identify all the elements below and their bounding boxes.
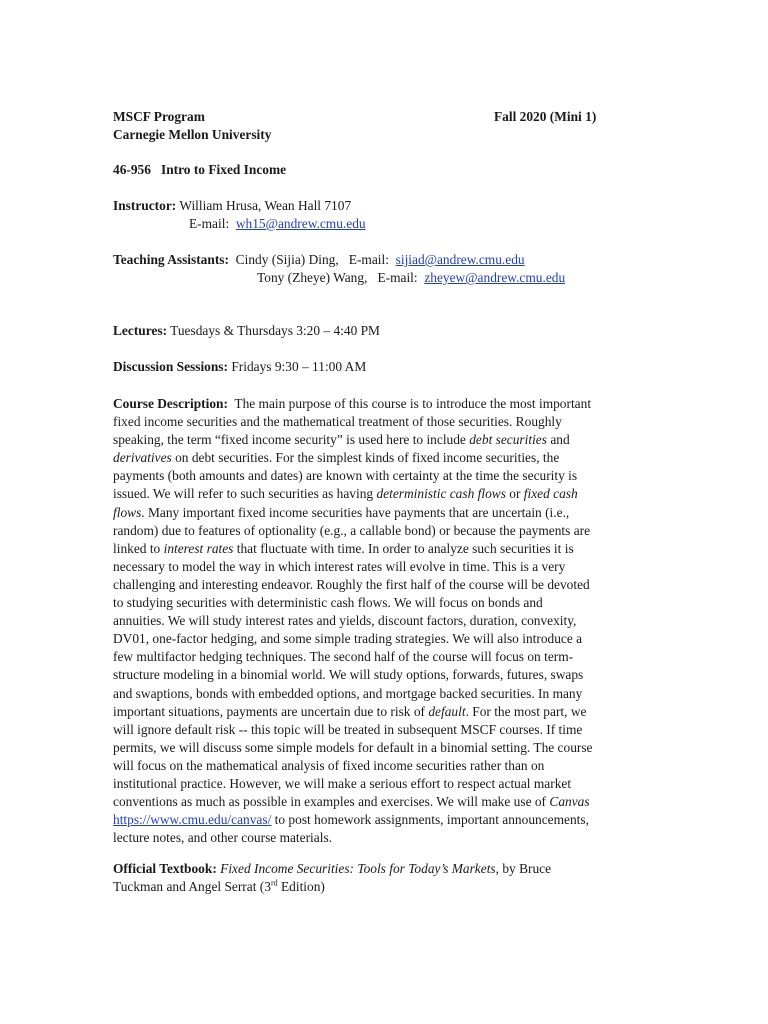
textbook-by: , by Bruce	[495, 861, 552, 876]
desc-line: structure modeling in a binomial world. We will study options, forwards, futures, swaps	[113, 667, 584, 683]
desc-line: linked to	[113, 540, 161, 556]
desc-line: will focus on the mathematical analysis of fixed income securities rather than on	[113, 757, 545, 773]
lectures-line	[113, 322, 380, 340]
desc-italic: deterministic cash flows	[376, 486, 506, 502]
instructor-email-link[interactable]: wh15@andrew.cmu.edu	[235, 216, 366, 231]
desc-line: and	[550, 432, 570, 448]
textbook-edition-sup: rd	[270, 878, 278, 888]
ta-label: Teaching Assistants:	[113, 252, 229, 267]
desc-line: important situations, payments are uncertain due to risk of	[113, 703, 425, 719]
desc-italic: Canvas	[549, 794, 590, 810]
desc-line: necessary to model the way in which interest rates will evolve in time. This is a very	[113, 558, 566, 574]
term-label: Fall 2020 (Mini 1)	[494, 109, 597, 124]
course-title: Intro to Fixed Income	[160, 162, 287, 177]
desc-italic: fixed cash	[523, 486, 578, 502]
desc-line: permits, we will discuss some simple models for default in a binomial setting. The course	[113, 739, 593, 755]
ta1-email-label: E-mail:	[348, 252, 389, 267]
ta2-email-label: E-mail:	[377, 270, 418, 285]
instructor-email-label: E-mail:	[189, 216, 230, 231]
desc-line: annuities. We will study interest rates and yields, discount factors, duration, convexity,	[113, 613, 577, 629]
desc-line: random) due to features of optionality (e.g., a callable bond) or because the payments are	[113, 522, 591, 538]
ta1-email-link[interactable]: sijiad@andrew.cmu.edu	[395, 252, 525, 267]
desc-line: that fluctuate with time. In order to analyze such securities it is	[236, 540, 574, 556]
lectures-value: Tuesdays & Thursdays 3:20 – 4:40 PM	[170, 323, 380, 338]
desc-line: to studying securities with deterministic cash flows. We will focus on bonds and	[113, 595, 543, 611]
program-name: MSCF Program	[113, 109, 205, 124]
course-description	[113, 395, 658, 847]
ta2-email-link[interactable]: zheyew@andrew.cmu.edu	[424, 270, 566, 285]
desc-line: speaking, the term “fixed income security” is used here to include	[113, 432, 466, 448]
ta1-name: Cindy (Sijia) Ding,	[235, 252, 339, 267]
textbook-label: Official Textbook:	[113, 861, 217, 876]
discussion-value: Fridays 9:30 – 11:00 AM	[231, 359, 367, 374]
header-left	[113, 108, 271, 144]
desc-line: challenging and interesting endeavor. Roughly the first half of the course will be devoted	[113, 576, 590, 592]
desc-italic: default	[428, 703, 466, 719]
textbook-edition: Edition)	[280, 879, 325, 894]
textbook-authors: Tuckman and Angel Serrat (3	[113, 879, 271, 894]
desc-line: will ignore default risk -- this topic will be treated in subsequent MSCF courses. If time	[113, 721, 583, 737]
instructor-name: William Hrusa, Wean Hall 7107	[179, 198, 352, 213]
desc-line: . For the most part, we	[465, 703, 587, 719]
desc-line: conventions as much as possible in examples and exercises. We will make use of	[113, 794, 547, 810]
discussion-line	[113, 358, 366, 376]
desc-line: lecture notes, and other course materials.	[113, 830, 332, 846]
desc-line: payments (both amounts and dates) are known with certainty at the time the security is	[113, 468, 578, 484]
lectures-label: Lectures:	[113, 323, 168, 338]
discussion-label: Discussion Sessions:	[113, 359, 228, 374]
textbook-title: Fixed Income Securities: Tools for Today’s Markets	[220, 861, 496, 876]
desc-line: institutional practice. However, we will make a serious effort to respect actual market	[113, 775, 572, 791]
desc-line: on debt securities. For the simplest kinds of fixed income securities, the	[175, 450, 560, 466]
desc-line: . Many important fixed income securities have payments that are uncertain (i.e.,	[141, 504, 570, 520]
university-name: Carnegie Mellon University	[113, 127, 272, 142]
course-heading	[113, 161, 286, 179]
desc-italic: debt securities	[469, 432, 547, 448]
desc-italic: interest rates	[163, 540, 234, 556]
canvas-link[interactable]: https://www.cmu.edu/canvas/	[113, 812, 272, 828]
desc-line: DV01, one-factor hedging, and some simple trading strategies. We will also introduce a	[113, 631, 583, 647]
instructor-label: Instructor:	[113, 198, 177, 213]
course-number: 46-956	[113, 162, 151, 177]
description-label: Course Description:	[113, 396, 228, 411]
desc-line: issued. We will refer to such securities as having	[113, 486, 374, 502]
ta-block	[113, 251, 565, 287]
instructor-block	[113, 197, 366, 233]
desc-italic: derivatives	[113, 450, 172, 466]
desc-line: or	[509, 486, 521, 502]
desc-line: fixed income securities and the mathematical treatment of those securities. Roughly	[113, 414, 562, 430]
textbook-block	[113, 860, 551, 896]
ta2-name: Tony (Zheye) Wang,	[257, 270, 368, 285]
desc-italic: flows	[113, 504, 142, 520]
desc-line: few multifactor hedging techniques. The second half of the course will focus on term-	[113, 649, 574, 665]
desc-line: and swaptions, bonds with embedded options, and mortgage backed securities. In many	[113, 685, 583, 701]
desc-line: The main purpose of this course is to introduce the most important	[234, 396, 592, 411]
desc-line: to post homework assignments, important announcements,	[274, 812, 589, 828]
